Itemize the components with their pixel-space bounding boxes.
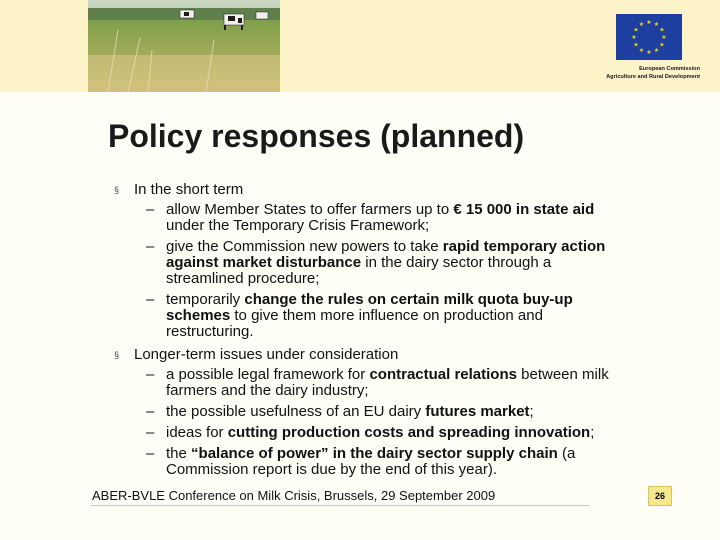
item-text-line — [166, 462, 497, 478]
footer — [90, 485, 590, 506]
bold-phrase: € 15 000 in state aid — [453, 201, 595, 218]
eu-star-icon: ★ — [638, 48, 645, 55]
eu-star-icon: ★ — [659, 42, 665, 49]
eu-star-icon: ★ — [661, 35, 667, 42]
eu-star-icon: ★ — [633, 27, 639, 34]
text-run: (a — [557, 445, 576, 462]
text-run: a possible legal framework for — [166, 366, 370, 383]
footer-text: ABER-BVLE Conference on Milk Crisis, Brussels, 29 September 2009 — [92, 488, 496, 503]
item-text-line — [166, 404, 534, 420]
text-run: ideas for — [166, 424, 228, 441]
text-run: under the Temporary Crisis Framework; — [166, 217, 430, 234]
text-run: in the dairy sector through a — [361, 254, 552, 271]
item-text-line — [166, 239, 605, 255]
bold-phrase: cutting production costs and spreading innovation — [227, 424, 591, 441]
slide-title: Policy responses (planned) — [108, 118, 525, 154]
text-run: the — [166, 445, 192, 462]
eu-star-icon: ★ — [646, 50, 652, 57]
eu-logo-line2: Agriculture and Rural Development — [606, 74, 700, 80]
bullet-icon: § — [114, 185, 120, 195]
eu-logo-line1: European Commission — [639, 66, 700, 72]
header-photo-cows — [88, 0, 280, 92]
dash-marker: – — [146, 403, 155, 420]
bold-phrase: schemes — [166, 307, 231, 324]
item-text-line — [166, 292, 573, 308]
dash-marker: – — [146, 291, 155, 308]
text-run: Commission report is due by the end of this year). — [166, 461, 497, 478]
text-run: streamlined procedure; — [166, 270, 320, 287]
text-run: restructuring. — [166, 323, 254, 340]
text-run: to give them more influence on production and — [230, 307, 543, 324]
text-run: give the Commission new powers to take — [166, 238, 443, 255]
bold-phrase: “balance of power” in the dairy sector supply chain — [191, 445, 558, 462]
text-run: farmers and the dairy industry; — [166, 382, 369, 399]
item-text-line — [166, 324, 254, 340]
dash-marker: – — [146, 366, 155, 383]
dash-marker: – — [146, 201, 155, 218]
text-run: allow Member States to offer farmers up to — [166, 201, 454, 218]
eu-star-icon: ★ — [638, 22, 645, 29]
eu-star-icon: ★ — [659, 27, 665, 34]
item-text-line — [166, 271, 319, 287]
dash-marker: – — [146, 424, 155, 441]
section-heading: In the short term — [134, 181, 244, 198]
meadow-photo-graphic — [88, 0, 280, 92]
item-text-line — [166, 367, 609, 383]
eu-star-icon: ★ — [646, 20, 652, 27]
eu-star-icon: ★ — [653, 48, 660, 55]
eu-star-icon: ★ — [631, 35, 637, 42]
item-text-line — [166, 383, 369, 399]
text-run: the possible usefulness of an EU dairy — [166, 403, 426, 420]
bold-phrase: futures market — [425, 403, 530, 420]
dash-marker: – — [146, 238, 155, 255]
text-run: temporarily — [166, 291, 245, 308]
page-number-badge: 26 — [648, 486, 672, 506]
item-text-line — [166, 446, 575, 462]
dash-marker: – — [146, 445, 155, 462]
eu-star-icon: ★ — [633, 42, 639, 49]
eu-commission-logo — [580, 14, 700, 84]
text-run: between milk — [516, 366, 609, 383]
item-text-line — [166, 202, 594, 218]
eu-star-icon: ★ — [653, 22, 660, 29]
bold-phrase: contractual relations — [369, 366, 517, 383]
bold-phrase: against market disturbance — [166, 254, 362, 271]
text-run: ; — [590, 424, 595, 441]
bold-phrase: change the rules on certain milk quota buy-up — [244, 291, 573, 308]
bold-phrase: rapid temporary action — [442, 238, 606, 255]
bullet-icon: § — [114, 350, 120, 360]
item-text-line — [166, 218, 429, 234]
item-text-line — [166, 308, 543, 324]
eu-flag-icon — [616, 14, 682, 60]
item-text-line — [166, 255, 551, 271]
section-heading: Longer-term issues under consideration — [134, 346, 399, 363]
item-text-line — [166, 425, 594, 441]
text-run: ; — [529, 403, 534, 420]
